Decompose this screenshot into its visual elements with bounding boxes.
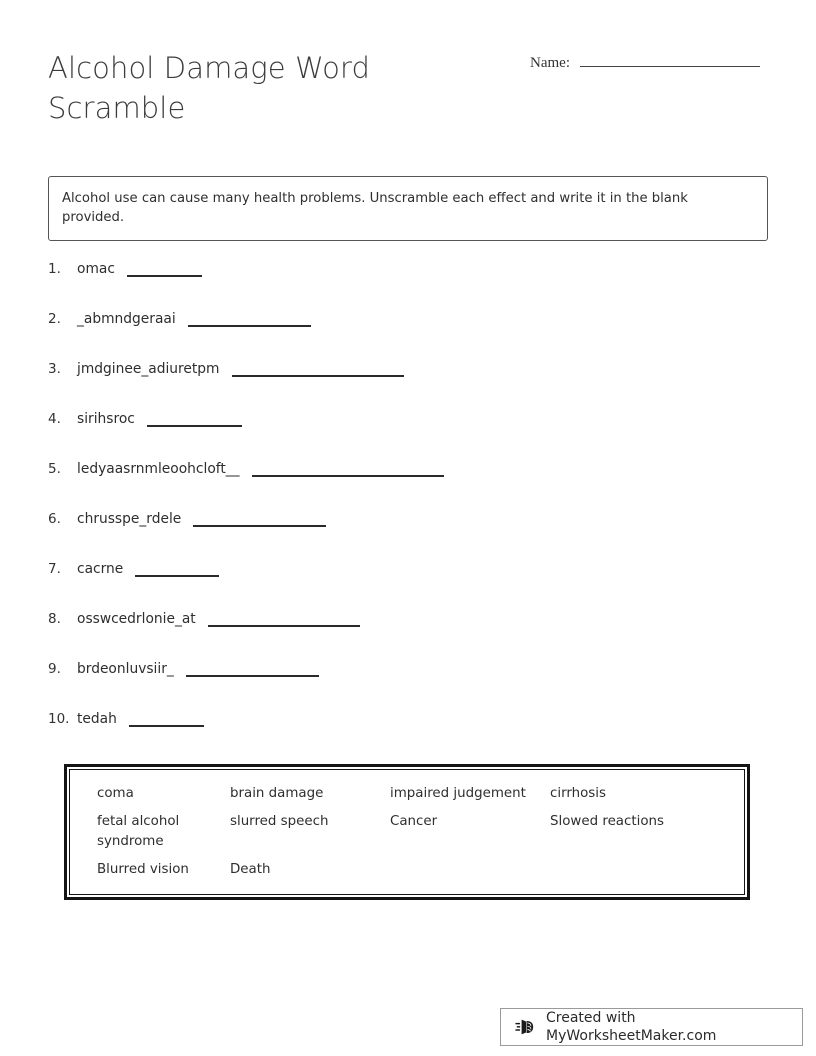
word-bank-word[interactable]: coma — [97, 786, 134, 801]
scramble-item-number: 2. — [48, 311, 61, 327]
footer-text: Created with MyWorksheetMaker.com — [546, 1010, 717, 1044]
word-bank-word[interactable]: fetal alcohol syndrome — [97, 814, 180, 849]
scramble-item-answer-blank[interactable] — [188, 325, 311, 327]
word-bank-word[interactable]: Slowed reactions — [550, 814, 665, 829]
scramble-item-answer-blank[interactable] — [135, 575, 219, 577]
scramble-item-list — [48, 258, 768, 758]
scramble-item-answer-blank[interactable] — [193, 525, 326, 527]
scramble-item — [48, 658, 768, 708]
scramble-item-word: _abmndgeraai — [77, 311, 176, 327]
name-input-line[interactable] — [580, 52, 760, 67]
scramble-item-answer-blank[interactable] — [129, 725, 204, 727]
scramble-item-number: 7. — [48, 561, 61, 577]
word-bank-word[interactable]: slurred speech — [230, 814, 329, 829]
word-bank-row — [70, 860, 744, 880]
word-bank-box — [64, 764, 750, 900]
word-bank-row — [70, 784, 744, 804]
scramble-item — [48, 358, 768, 408]
scramble-item-number: 6. — [48, 511, 61, 527]
scramble-item-word: ledyaasrnmleoohcloft__ — [77, 461, 240, 477]
scramble-item — [48, 558, 768, 608]
word-bank-word[interactable]: Death — [230, 862, 271, 877]
scramble-item-word: omac — [77, 261, 115, 277]
scramble-item-number: 1. — [48, 261, 61, 277]
scramble-item — [48, 458, 768, 508]
scramble-item-word: chrusspe_rdele — [77, 511, 182, 527]
name-field-group — [530, 52, 760, 72]
scramble-item-word: cacrne — [77, 561, 124, 577]
scramble-item-word: brdeonluvsiir_ — [77, 661, 174, 677]
word-bank-row — [70, 812, 744, 852]
scramble-item-word: sirihsroc — [77, 411, 135, 427]
scramble-item-answer-blank[interactable] — [127, 275, 202, 277]
scramble-item — [48, 608, 768, 658]
scramble-item-answer-blank[interactable] — [186, 675, 319, 677]
scramble-item-answer-blank[interactable] — [252, 475, 444, 477]
worksheet-header — [0, 0, 816, 150]
scramble-item-number: 8. — [48, 611, 61, 627]
scramble-item — [48, 508, 768, 558]
scramble-item-answer-blank[interactable] — [147, 425, 242, 427]
scramble-item-answer-blank[interactable] — [232, 375, 404, 377]
instructions-box: Alcohol use can cause many health problems. Unscramble each effect and write it in the blank provided. — [48, 176, 768, 241]
scramble-item — [48, 308, 768, 358]
scramble-item-number: 3. — [48, 361, 61, 377]
scramble-item-number: 4. — [48, 411, 61, 427]
scramble-item-answer-blank[interactable] — [208, 625, 360, 627]
scramble-item-number: 5. — [48, 461, 61, 477]
scramble-item-word: jmdginee_adiuretpm — [77, 361, 220, 377]
scramble-item — [48, 258, 768, 308]
name-label: Name: — [530, 55, 570, 71]
scramble-item — [48, 708, 768, 758]
word-bank-word[interactable]: Blurred vision — [97, 862, 189, 877]
scramble-item-word: osswcedrlonie_at — [77, 611, 196, 627]
word-bank-word[interactable]: Cancer — [390, 814, 438, 829]
scramble-item — [48, 408, 768, 458]
scramble-item-number: 10. — [48, 711, 70, 727]
word-bank-inner — [69, 769, 745, 895]
word-bank-word[interactable]: cirrhosis — [550, 786, 606, 801]
worksheet-maker-logo-icon — [515, 1016, 537, 1038]
scramble-item-word: tedah — [77, 711, 117, 727]
word-bank-word[interactable]: impaired judgement — [390, 786, 526, 801]
footer-badge[interactable] — [500, 1008, 803, 1046]
word-bank-word[interactable]: brain damage — [230, 786, 324, 801]
page-title: Alcohol Damage Word Scramble — [48, 51, 371, 125]
scramble-item-number: 9. — [48, 661, 61, 677]
